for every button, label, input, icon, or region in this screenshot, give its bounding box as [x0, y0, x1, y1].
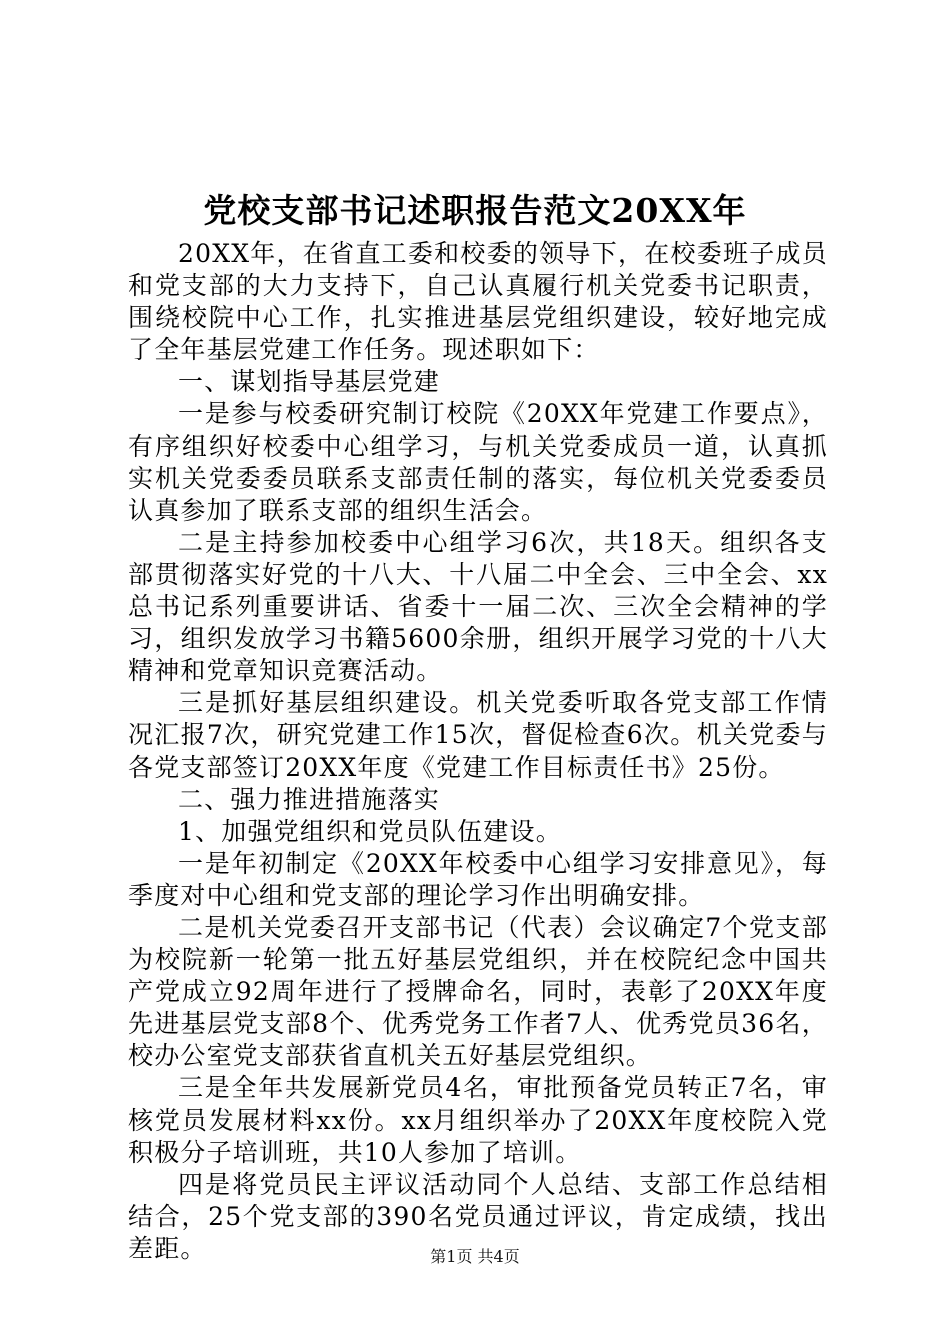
document-body [128, 238, 828, 1265]
paragraph: 二是主持参加校委中心组学习6次，共18天。组织各支部贯彻落实好党的十八大、十八届二中全会、三中全会、xx总书记系列重要讲话、省委十一届二次、三次全会精神的学习，组织发放学习书籍5600余册，组织开展学习党的十八大精神和党章知识竞赛活动。 [128, 527, 828, 686]
section-heading-1: 一、谋划指导基层党建 [178, 367, 441, 397]
paragraph-intro: 20XX年，在省直工委和校委的领导下，在校委班子成员和党支部的大力支持下，自己认真履行机关党委书记职责，围绕校院中心工作，扎实推进基层党组织建设，较好地完成了全年基层党建工作任务。现述职如下： [128, 239, 828, 365]
paragraph: 四是将党员民主评议活动同个人总结、支部工作总结相结合，25个党支部的390名党员通过评议，肯定成绩，找出差距。 [128, 1169, 828, 1263]
paragraph: 三是抓好基层组织建设。机关党委听取各党支部工作情况汇报7次，研究党建工作15次，督促检查6次。机关党委与各党支部签订20XX年度《党建工作目标责任书》25份。 [128, 688, 828, 782]
paragraph: 二是机关党委召开支部书记（代表）会议确定7个党支部为校院新一轮第一批五好基层党组织，并在校院纪念中国共产党成立92周年进行了授牌命名，同时，表彰了20XX年度先进基层党支部8个、优秀党务工作者7人、优秀党员36名，校办公室党支部获省直机关五好基层党组织。 [128, 912, 828, 1071]
section-heading-2: 二、强力推进措施落实 [178, 784, 441, 814]
document-title: 党校支部书记述职报告范文20XX年 [203, 191, 747, 230]
paragraph: 一是年初制定《20XX年校委中心组学习安排意见》，每季度对中心组和党支部的理论学习作出明确安排。 [128, 848, 828, 910]
paragraph: 一是参与校委研究制订校院《20XX年党建工作要点》，有序组织好校委中心组学习，与机关党委成员一道，认真抓实机关党委委员联系支部责任制的落实，每位机关党委委员认真参加了联系支部的组织生活会。 [128, 399, 828, 525]
subsection-heading: 1、加强党组织和党员队伍建设。 [178, 816, 562, 846]
paragraph: 三是全年共发展新党员4名，审批预备党员转正7名，审核党员发展材料xx份。xx月组织举办了20XX年度校院入党积极分子培训班，共10人参加了培训。 [128, 1073, 828, 1167]
page-footer: 第1页 共4页 [430, 1247, 520, 1266]
